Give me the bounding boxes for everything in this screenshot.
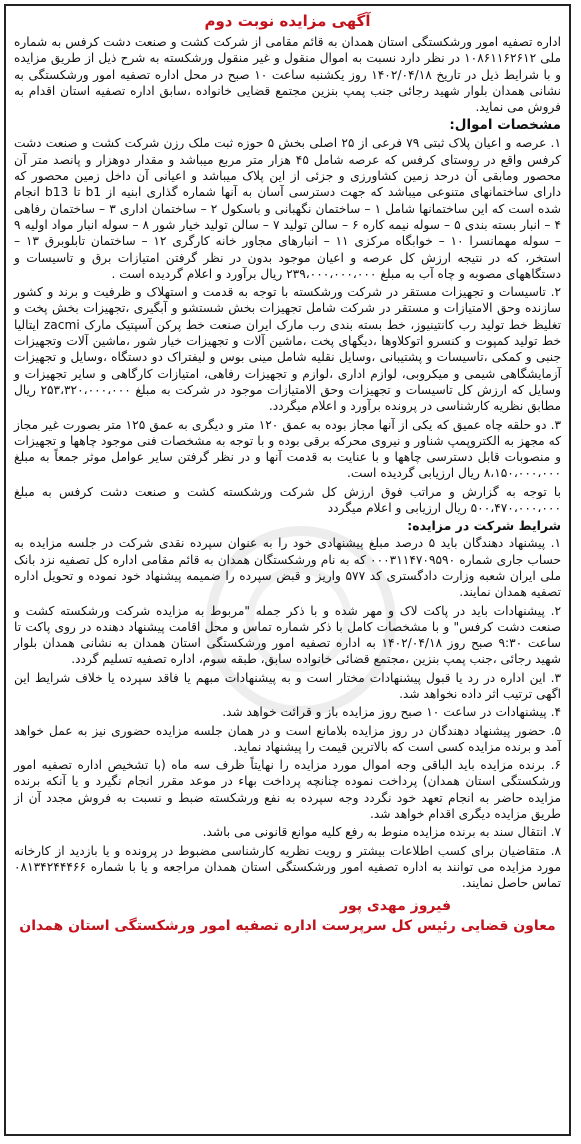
conditions-heading: شرایط شرکت در مزایده: bbox=[407, 518, 561, 534]
condition-item-1: ۱. پیشنهاد دهندگان باید ۵ درصد مبلغ پیشنهادی خود را به عنوان سپرده نقدی شرکت در جلسه مزایده به حساب جاری شماره ۰۰۰۳۱۱۴۷۰۹۵۹۰ که به نام ورشکستگان همدان به قائم مقامی اداره کل تصفیه نزد بانک ملی ایران شعبه وزارت دادگستری کد ۵۷۷ واریز و قبض سپرده را ضمیمه پیشنهاد خود نموده و تحویل اداره تصفیه همدان نمایند. bbox=[14, 536, 561, 600]
signature-name: فیروز مهدی پور bbox=[339, 897, 451, 914]
spec-item-1: ۱. عرصه و اعیان پلاک ثبتی ۷۹ فرعی از ۲۵ اصلی بخش ۵ حوزه ثبت ملک رزن شرکت کشت و صنعت دشت کرفس واقع در روستای کرفس که عرصه شامل ۴۵ هزار متر مربع میباشد و مقدار دوهزار و پانصد متر آن محصور ومابقی آن درحد زمین کشاورزی و جزئی از این پلاک میباشد و اعیانی آن داخل زمین محصور که دارای ساختمانهای متنوعی میباشد که جهت دسترسی آسان به آنها شماره گذاری ابنیه از b1 تا b13 انجام شده است که این ساختمانها شامل ۱ – ساختمان نگهبانی و باسکول ۲ – ساختمان اداری ۳ – ساختمان رفاهی ۴ – انبار بسته بندی ۵ – سوله نیمه کاره ۶ – سالن تولید ۷ – سالن تولید خیار شور ۸ – سوله انبار مواد اولیه ۹ – سوله مهمانسرا ۱۰ – خوابگاه مرکزی ۱۱ – انبارهای مجاور خانه کارگری ۱۲ – ساختمان تابلوبرق ۱۳ – استخر، که در نتیجه ارزش کل عرصه و اعیان موجود بدون در نظر گرفتن امتیازات برق و تاسیسات و دستگاههای مصوبه و چاه آب به مبلغ ۲۳۹،۰۰۰،۰۰۰،۰۰۰ ریال برآورد و اعلام گردیده است . bbox=[14, 136, 562, 281]
condition-item-4: ۴. پیشنهادات در ساعت ۱۰ صبح روز مزایده باز و قرائت خواهد شد. bbox=[222, 705, 561, 720]
specs-heading: مشخصات اموال: bbox=[449, 117, 561, 134]
notice-frame bbox=[4, 4, 571, 1136]
spec-item-2: ۲. تاسیسات و تجهیزات مستقر در شرکت ورشکسته با توجه به قدمت و استهلاک و ظرفیت و برند و کشور سازنده وحق الامتیازات و مستقر در شرکت شامل تجهیزات بخش شستشو و آبگیری ،تجهیزات بخش پخت و تغلیظ خط تولید رب کانتینیوز، خط بسته بندی رب مارک ایران صنعت خط پرکن آسپتیک مارک zacmi ایتالیا خط تولید کمپوت و کنسرو اتوکلاوها ،دیگهای پخت ،ماشین آلات و تجهیزات خیار شور ،ماشین آلات وتجهیزات جنبی و کمکی ،تاسیسات و پشتیبانی ،وسایل نقلیه شامل مینی بوس و لیفتراک دو دستگاه ،وسایل و تجهیزات آزمایشگاهی شیمی و میکروبی، لوازم اداری ،لوازم و تجهیزات رفاهی، امتیازات کارگاهی و سایر تجهیزات و وسایل که ارزش کل تاسیسات و تجهیزات وحق الامتیازات موجود در شرکت به مبلغ ۲۵۳،۳۲۰،۰۰۰،۰۰۰ ریال مطابق نظریه کارشناسی در پرونده برآورد و اعلام میگردد. bbox=[14, 285, 561, 414]
spec-summary: با توجه به گزارش و مراتب فوق ارزش کل شرکت ورشکسته کشت و صنعت دشت کرفس به مبلغ ۵۰۰،۴۷۰،۰۰۰،۰۰۰ ریال ارزیابی و اعلام میگردد bbox=[14, 484, 561, 516]
notice-title: آگهی مزایده نوبت دوم bbox=[204, 12, 371, 30]
signature-title: معاون قضایی رئیس کل سرپرست اداره تصفیه امور ورشکستگی استان همدان bbox=[19, 917, 556, 934]
condition-item-3: ۳. این اداره در رد یا قبول پیشنهادات مختار است و به پیشنهادات مبهم یا فاقد سپرده یا خلاف شرایط این اگهی ترتیب اثر داده نخواهد شد. bbox=[14, 670, 561, 701]
condition-item-7: ۷. انتقال سند به برنده مزایده منوط به رفع کلیه موانع قانونی می باشد. bbox=[202, 825, 561, 840]
condition-item-2: ۲. پیشنهادات باید در پاکت لاک و مهر شده و با ذکر جمله "مربوط به مزایده شرکت ورشکسته کشت و صنعت دشت کرفس" و با مشخصات کامل با ذکر شماره تماس و محل اقامت پیشنهاد دهنده در روی پاکت تا ساعت ۹:۳۰ صبح روز ۱۴۰۲/۰۴/۱۸ به اداره تصفیه امور ورشکستگی استان همدان به نشانی همدان بلوار شهید رجائی ،جنب پمپ بنزین ،مجتمع قضائی خانواده سابق، طبقه سوم، اداره تصفیه تسلیم گردد. bbox=[14, 603, 561, 667]
condition-item-8: ۸. متقاضیان برای کسب اطلاعات بیشتر و رویت نظریه کارشناسی مضبوط در پرونده و یا بازدید از کارخانه مورد مزایده می توانند به اداره تصفیه امور ورشکستگی استان همدان مراجعه و یا با شماره ۰۸۱۳۴۲۴۴۴۶۶ تماس حاصل نمایند. bbox=[14, 843, 561, 891]
condition-item-6: ۶. برنده مزایده باید الباقی وجه اموال مورد مزایده را نهایتاً ظرف سه ماه (با تشخیص اداره تصفیه امور ورشکستگی استان همدان) پرداخت نموده چنانچه پرداخت بهاء در موعد مقرر انجام نگیرد و یا آنکه برنده مزایده حاضر به انجام تعهد خود نگردد وجه سپرده به نفع ورشکسته ضبط و نسبت به فروش مجدد آن از طریق مزایده دیگری اقدام خواهد شد. bbox=[14, 758, 561, 822]
spec-item-3: ۳. دو حلقه چاه عمیق که یکی از آنها مجاز بوده به عمق ۱۲۰ متر و دیگری به عمق ۱۲۵ متر بصورت غیر مجاز که مجهز به الکتروپمپ شناور و نیروی محرکه برقی بوده و با توجه به مشخصات فنی موجود چاهها و تجهیزات و منصوبات قابل دسترسی چاهها و با عنایت به قدمت آنها و در نظر گرفتن سایر عوامل موثر جمعاً به مبلغ ۸،۱۵۰،۰۰۰،۰۰۰ ریال ارزیابی گردیده است. bbox=[14, 417, 561, 481]
intro-paragraph: اداره تصفیه امور ورشکستگی استان همدان به قائم مقامی از شرکت کشت و صنعت دشت کرفس به شماره ملی ۱۰۸۶۱۱۶۲۶۱۲ در نظر دارد نسبت به اموال منقول و غیر منقول ورشکسته به شرح ذیل از طریق مزایده و با شرایط ذیل در تاریخ ۱۴۰۲/۰۴/۱۸ روز یکشنبه ساعت ۱۰ صبح در محل اداره تصفیه امور ورشکستگی به نشانی همدان بلوار شهید رجائی جنب پمپ بنزین مجتمع قضایی خانواده ،سابق اداره تصفیه استان اقدام به فروش می نماید. bbox=[14, 35, 561, 115]
condition-item-5: ۵. حضور پیشنهاد دهندگان در روز مزایده بلامانع است و در همان جلسه مزایده حضوری نیز به عمل خواهد آمد و برنده مزایده کسی است که بالاترین قیمت را پیشنهاد نماید. bbox=[14, 723, 561, 754]
